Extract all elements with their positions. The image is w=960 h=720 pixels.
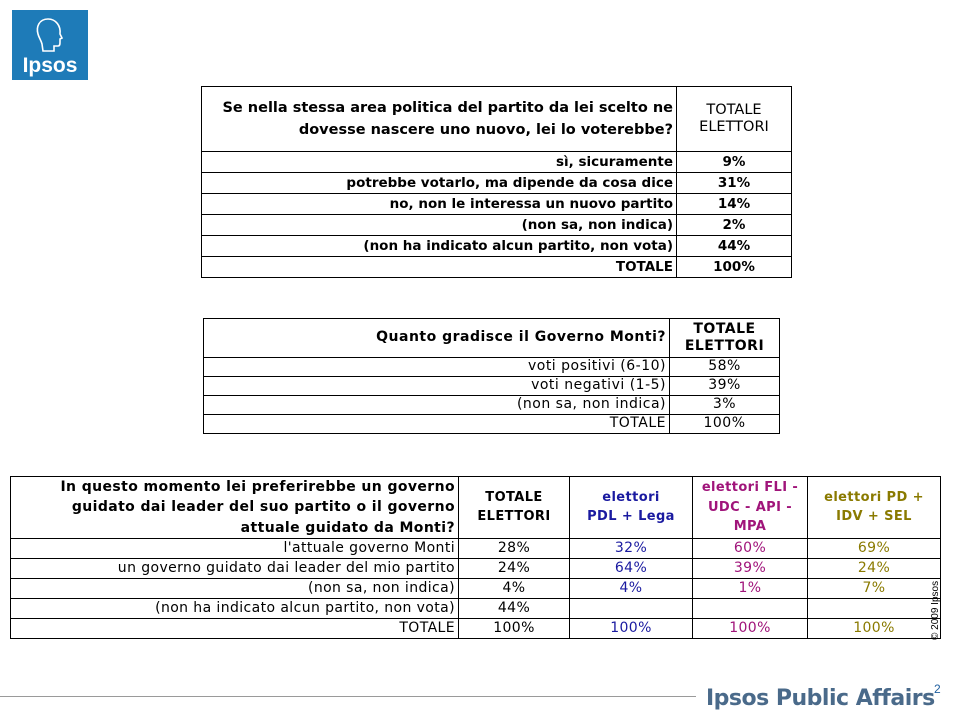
table-row [202,215,792,236]
cell-value: 4% [570,578,693,598]
row-value: 9% [677,152,792,173]
row-value: 39% [670,377,780,396]
logo-text: Ipsos [22,54,78,77]
cell-value [570,598,693,618]
ipsos-logo [12,10,88,80]
row-value: 58% [670,358,780,377]
row-label: TOTALE [204,415,670,434]
column-header-totale: TOTALE ELETTORI [459,477,570,539]
government-preference-table [10,476,941,639]
copyright-notice: © 2009 Ipsos [930,580,941,640]
footer-brand: Ipsos Public Affairs [706,686,935,711]
table-row [204,377,780,396]
new-party-vote-table [201,86,792,278]
cell-value: 24% [808,558,941,578]
head-profile-icon [34,18,64,52]
column-header-pd-idv: elettori PD + IDV + SEL [808,477,941,539]
page-number: 2 [934,682,941,696]
cell-value: 100% [693,618,808,638]
cell-value: 44% [459,598,570,618]
table1-question: Se nella stessa area politica del partito da lei scelto ne dovesse nascere uno nuovo, lei lo voterebbe? [202,87,677,152]
row-label: no, non le interessa un nuovo partito [202,194,677,215]
row-label: sì, sicuramente [202,152,677,173]
row-value: 100% [677,257,792,278]
cell-value [693,598,808,618]
table-row [204,358,780,377]
table-row-total [204,415,780,434]
row-label: TOTALE [11,618,459,638]
cell-value: 24% [459,558,570,578]
footer-divider [0,696,696,697]
row-label: l'attuale governo Monti [11,538,459,558]
cell-value: 60% [693,538,808,558]
table-row [11,538,941,558]
row-value: 3% [670,396,780,415]
cell-value: 100% [570,618,693,638]
row-label: potrebbe votarlo, ma dipende da cosa dice [202,173,677,194]
row-label: (non ha indicato alcun partito, non vota) [11,598,459,618]
table-row [204,396,780,415]
table-row [11,558,941,578]
cell-value: 28% [459,538,570,558]
row-label: (non sa, non indica) [202,215,677,236]
table-row [11,578,941,598]
row-label: voti negativi (1-5) [204,377,670,396]
row-value: 100% [670,415,780,434]
row-value: 2% [677,215,792,236]
table1-column-header: TOTALE ELETTORI [677,87,792,152]
row-label: voti positivi (6-10) [204,358,670,377]
table-row [202,194,792,215]
row-label: (non sa, non indica) [11,578,459,598]
cell-value: 64% [570,558,693,578]
cell-value: 39% [693,558,808,578]
column-header-fli-udc: elettori FLI - UDC - API - MPA [693,477,808,539]
column-header-pdl-lega: elettori PDL + Lega [570,477,693,539]
table-row-total [202,257,792,278]
row-value: 44% [677,236,792,257]
cell-value: 100% [459,618,570,638]
cell-value: 69% [808,538,941,558]
table-row-total [11,618,941,638]
monti-approval-table [203,318,780,434]
cell-value: 7% [808,578,941,598]
table-row [202,173,792,194]
cell-value: 100% [808,618,941,638]
table2-question: Quanto gradisce il Governo Monti? [204,319,670,358]
table-row [11,598,941,618]
row-value: 31% [677,173,792,194]
table-row [202,152,792,173]
row-label: TOTALE [202,257,677,278]
row-label: (non ha indicato alcun partito, non vota) [202,236,677,257]
table-row [202,236,792,257]
cell-value: 1% [693,578,808,598]
cell-value: 32% [570,538,693,558]
table3-question: In questo momento lei preferirebbe un governo guidato dai leader del suo partito o il governo attuale guidato da Monti? [11,477,459,539]
table2-column-header: TOTALE ELETTORI [670,319,780,358]
row-label: (non sa, non indica) [204,396,670,415]
cell-value: 4% [459,578,570,598]
cell-value [808,598,941,618]
row-label: un governo guidato dai leader del mio partito [11,558,459,578]
row-value: 14% [677,194,792,215]
